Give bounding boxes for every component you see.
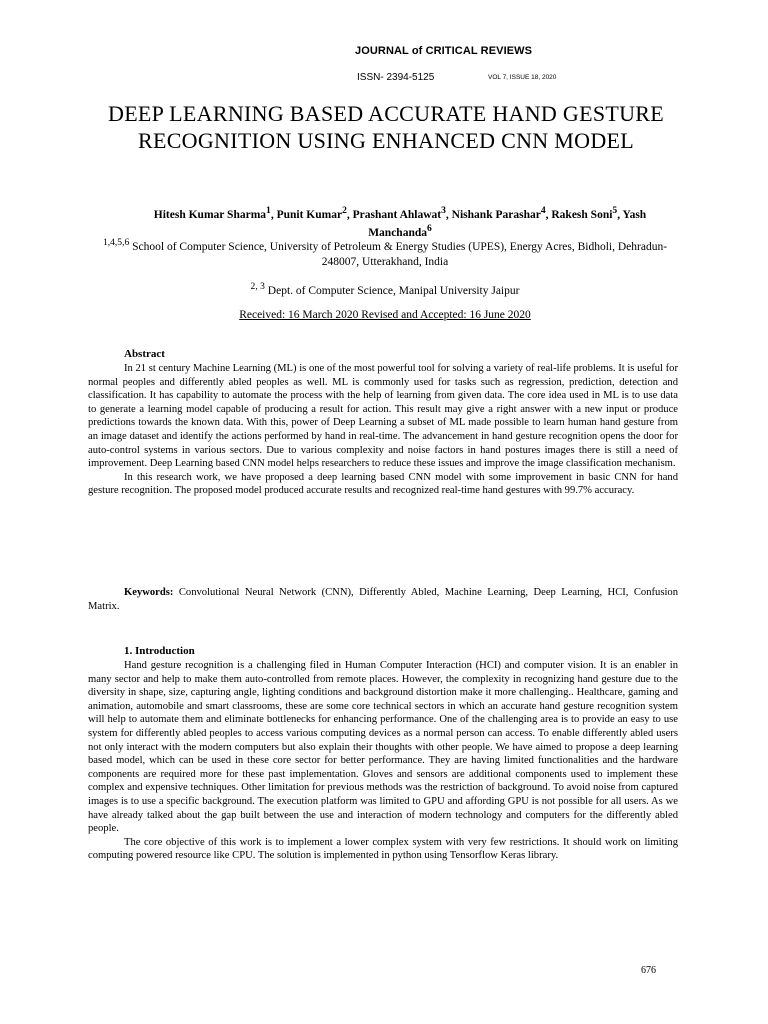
author-list: Hitesh Kumar Sharma$^1$, Punit Kumar$^2$, Prashant Ahlawat$^3$, Nishank Parashar$^4$, Rakesh Soni$^5$, Yash Manchanda$^6$ xyxy=(153,205,647,239)
affiliation-sup: 1,4,5,6 xyxy=(102,237,130,248)
author-sup: 3 xyxy=(441,205,446,216)
author-sup: 5 xyxy=(612,205,618,216)
author-sup: 4 xyxy=(540,205,546,216)
author-name: Punit Kumar xyxy=(276,208,343,221)
page-number: 676 xyxy=(641,965,656,976)
received-dates: Received: 16 March 2020 Revised and Accepted: 16 June 2020 xyxy=(239,309,531,321)
abstract-paragraph: In 21 st century Machine Learning (ML) is one of the most powerful tool for solving a variety of real-life problems. It is useful for normal peoples and differently abled peoples as well. ML is commonly used for tasks such as regression, prediction, detection and classification. It has capability to automate the process with the help of learning from given data. The core idea used in ML is to use data to generate a learning model capable of producing a result for action. This result may give a right answer with a new input or produce predictions towards the known data. With this, power of Deep Learning a subset of ML made possible to learn human hand gesture from an image dataset and identify the actions performed by hand in real-time. The advancement in hand gesture recognition opens the door for auto-control systems in various sectors. Due to various complexity and noise factors in hand postures images there is still a need of improvement. Deep Learning based CNN model helps researchers to reduce these issues and improve the image classification mechanism. xyxy=(88,363,678,470)
keywords-text: Convolutional Neural Network (CNN), Differently Abled, Machine Learning, Deep Learning, HCI, Confusion Matrix. xyxy=(88,587,678,612)
author-sup: 2 xyxy=(342,205,347,216)
author-name: Prashant Ahlawat xyxy=(352,208,442,221)
introduction-paragraph: The core objective of this work is to implement a lower complex system with very few restrictions. It should work on limiting computing powered resource like CPU. The solution is implemented in python using Tensorflow Keras library. xyxy=(88,836,678,862)
abstract-body xyxy=(88,362,678,498)
author-name: Yash Manchanda xyxy=(368,208,647,239)
introduction-paragraph: Hand gesture recognition is a challenging filed in Human Computer Interaction (HCI) and computer vision. It is an enabler in many sector and help to make them auto-controlled from remote places. However, the complexity in recognizing hand gesture due to the diversity in shape, size, capturing angle, lighting conditions and background distortion make it more challenging.. Healthcare, gaming and animation, automobile and smart classrooms, these are some core technical sectors in which an accurate hand gesture recognition system will help to automate them and eliminate bottlenecks for enhancing performance. One of the challenging area is to provide an easy to use system for differently abled peoples to access various computing devices as a normal person can access. To enable differently abled users not only interact with the modern computers but also explain their thoughts with other people. We have aimed to propose a deep learning based model, which can be used in these core sector for better performance. They are having limited functionalities and the hardware components are required more for these past implementation. Gloves and sensors are additional components used to implement these complex and expensive techniques. Other limitation for previous methods was the restriction of background. To avoid noise from captured images is to use a specific background. The execution platform was limited to GPU and affording GPU is not possible for all users. As we have already talked about the gap built between the use and interaction of modern technology and computers for the differently abled people. xyxy=(88,660,678,835)
keywords-label: Keywords: xyxy=(124,587,174,598)
abstract-heading: Abstract xyxy=(124,348,165,360)
author-name: Nishank Parashar xyxy=(451,208,541,221)
affiliation-2 xyxy=(90,279,680,299)
introduction-heading: 1. Introduction xyxy=(124,645,195,657)
introduction-body xyxy=(88,659,678,863)
keywords xyxy=(88,586,678,613)
affiliation-text: Dept. of Computer Science, Manipal University Jaipur xyxy=(267,284,520,297)
author-sup: 6 xyxy=(427,222,432,234)
paper-title: DEEP LEARNING BASED ACCURATE HAND GESTURE RECOGNITION USING ENHANCED CNN MODEL xyxy=(108,101,664,153)
journal-name: JOURNAL of CRITICAL REVIEWS xyxy=(355,45,533,57)
volume-issue: VOL 7, ISSUE 18, 2020 xyxy=(488,74,557,81)
abstract-paragraph: In this research work, we have proposed a deep learning based CNN model with some improvement in basic CNN for hand gesture recognition. The proposed model produced accurate results and recognized real-time hand gestures with 99.7% accuracy. xyxy=(88,471,678,497)
affiliation-sup: 2, 3 xyxy=(250,281,265,292)
author-sup: 1 xyxy=(266,205,271,216)
affiliation-text: School of Computer Science, University of Petroleum & Energy Studies (UPES), Energy Acres, Bidholi, Dehradun- 248007, Utterakhand, India xyxy=(132,240,668,268)
affiliation-1 xyxy=(90,235,680,270)
author-name: Rakesh Soni xyxy=(551,208,613,221)
issn: ISSN- 2394-5125 xyxy=(357,72,435,83)
author-name: Hitesh Kumar Sharma xyxy=(153,208,267,221)
